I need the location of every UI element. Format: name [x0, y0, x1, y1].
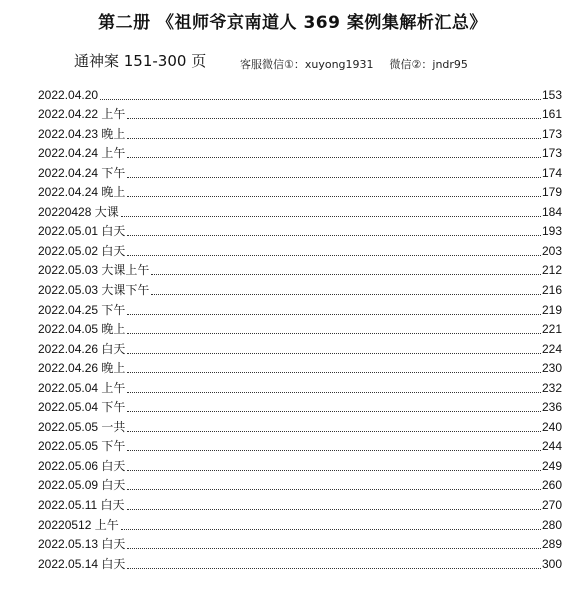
toc-entry-label: 2022.04.24 下午 — [38, 165, 126, 180]
toc-entry-page-number: 179 — [541, 185, 562, 200]
toc-entry-label: 2022.04.26 晚上 — [38, 361, 126, 376]
toc-dot-leader — [127, 195, 541, 197]
toc-entry[interactable] — [38, 533, 562, 553]
toc-entry-label: 2022.05.01 白天 — [38, 224, 126, 239]
toc-entry-page-number: 216 — [541, 283, 562, 298]
toc-entry[interactable] — [38, 83, 562, 103]
toc-dot-leader — [127, 156, 541, 158]
toc-dot-leader — [127, 234, 541, 236]
toc-dot-leader — [121, 528, 541, 530]
toc-entry-page-number: 300 — [541, 556, 562, 571]
toc-dot-leader — [127, 508, 541, 510]
toc-entry-page-number: 203 — [541, 243, 562, 258]
toc-entry-label: 2022.05.14 白天 — [38, 556, 126, 571]
toc-dot-leader — [151, 293, 541, 295]
toc-entry[interactable] — [38, 357, 562, 377]
toc-dot-leader — [127, 430, 541, 432]
toc-entry-label: 2022.05.03 大课上午 — [38, 263, 150, 278]
toc-entry-page-number: 249 — [541, 458, 562, 473]
toc-entry[interactable] — [38, 337, 562, 357]
toc-entry-page-number: 270 — [541, 498, 562, 513]
toc-entry-page-number: 221 — [541, 322, 562, 337]
toc-entry-label: 2022.05.05 一共 — [38, 419, 126, 434]
toc-entry-label: 2022.04.24 晚上 — [38, 185, 126, 200]
toc-entry-page-number: 193 — [541, 224, 562, 239]
toc-entry-label: 20220512 上午 — [38, 517, 119, 532]
toc-entry-label: 2022.04.22 上午 — [38, 107, 126, 122]
toc-entry-label: 2022.05.06 白天 — [38, 458, 126, 473]
toc-entry-page-number: 232 — [541, 380, 562, 395]
toc-entry[interactable] — [38, 181, 562, 201]
toc-entry-label: 2022.05.03 大课下午 — [38, 283, 150, 298]
toc-dot-leader — [100, 98, 541, 100]
toc-dot-leader — [127, 332, 541, 334]
document-title: 第二册 《祖师爷京南道人 369 案例集解析汇总》 — [98, 13, 487, 33]
toc-entry[interactable] — [38, 474, 562, 494]
toc-entry-label: 2022.05.13 白天 — [38, 537, 126, 552]
toc-entry[interactable] — [38, 142, 562, 162]
toc-entry-label: 2022.05.09 白天 — [38, 478, 126, 493]
toc-entry[interactable] — [38, 454, 562, 474]
toc-entry-page-number: 260 — [541, 478, 562, 493]
table-of-contents — [38, 83, 562, 572]
toc-dot-leader — [127, 391, 541, 393]
toc-entry-page-number: 212 — [541, 263, 562, 278]
toc-entry-label: 2022.04.23 晚上 — [38, 126, 126, 141]
toc-entry-label: 2022.04.26 白天 — [38, 341, 126, 356]
toc-dot-leader — [127, 371, 541, 373]
toc-entry[interactable] — [38, 298, 562, 318]
toc-entry-page-number: 173 — [541, 126, 562, 141]
toc-dot-leader — [127, 176, 541, 178]
toc-entry-label: 2022.04.20 — [38, 87, 99, 102]
toc-entry[interactable] — [38, 376, 562, 396]
toc-entry-label: 2022.04.25 下午 — [38, 302, 126, 317]
toc-entry[interactable] — [38, 278, 562, 298]
toc-dot-leader — [127, 313, 541, 315]
toc-entry-label: 20220428 大课 — [38, 204, 119, 219]
toc-entry-page-number: 240 — [541, 419, 562, 434]
toc-entry-page-number: 244 — [541, 439, 562, 454]
toc-dot-leader — [121, 215, 541, 217]
toc-entry-label: 2022.05.05 下午 — [38, 439, 126, 454]
toc-entry-page-number: 173 — [541, 146, 562, 161]
toc-entry-page-number: 280 — [541, 517, 562, 532]
contact-wechat-2: 微信②：jndr95 — [389, 58, 468, 71]
toc-entry-page-number: 184 — [541, 204, 562, 219]
toc-entry-page-number: 219 — [541, 302, 562, 317]
toc-dot-leader — [127, 469, 541, 471]
toc-dot-leader — [127, 117, 541, 119]
toc-dot-leader — [127, 254, 541, 256]
toc-dot-leader — [127, 488, 541, 490]
toc-entry-label: 2022.05.11 白天 — [38, 498, 125, 513]
contact-wechat-1: 客服微信①：xuyong1931 — [240, 58, 374, 71]
toc-entry-page-number: 174 — [541, 165, 562, 180]
toc-entry[interactable] — [38, 513, 562, 533]
toc-dot-leader — [127, 352, 541, 354]
toc-entry-page-number: 289 — [541, 537, 562, 552]
toc-dot-leader — [127, 137, 541, 139]
toc-entry[interactable] — [38, 239, 562, 259]
toc-dot-leader — [151, 273, 541, 275]
toc-entry[interactable] — [38, 415, 562, 435]
toc-entry-label: 2022.04.05 晚上 — [38, 322, 126, 337]
toc-entry[interactable] — [38, 435, 562, 455]
toc-entry[interactable] — [38, 220, 562, 240]
toc-entry[interactable] — [38, 552, 562, 572]
document-subtitle: 通神案 151-300 页 — [74, 52, 207, 70]
toc-entry[interactable] — [38, 122, 562, 142]
toc-entry-label: 2022.04.24 上午 — [38, 146, 126, 161]
toc-dot-leader — [127, 567, 541, 569]
toc-entry-page-number: 224 — [541, 341, 562, 356]
toc-entry[interactable] — [38, 200, 562, 220]
toc-entry[interactable] — [38, 103, 562, 123]
toc-entry[interactable] — [38, 493, 562, 513]
toc-dot-leader — [127, 449, 541, 451]
toc-entry-label: 2022.05.04 下午 — [38, 400, 126, 415]
contact-info — [240, 56, 468, 72]
toc-entry[interactable] — [38, 161, 562, 181]
toc-entry-page-number: 230 — [541, 361, 562, 376]
toc-dot-leader — [127, 410, 541, 412]
toc-dot-leader — [127, 547, 541, 549]
toc-entry-page-number: 153 — [541, 87, 562, 102]
toc-entry-page-number: 236 — [541, 400, 562, 415]
toc-entry-page-number: 161 — [541, 107, 562, 122]
toc-entry-label: 2022.05.02 白天 — [38, 243, 126, 258]
toc-entry[interactable] — [38, 396, 562, 416]
toc-entry-label: 2022.05.04 上午 — [38, 380, 126, 395]
toc-entry[interactable] — [38, 259, 562, 279]
toc-entry[interactable] — [38, 318, 562, 338]
